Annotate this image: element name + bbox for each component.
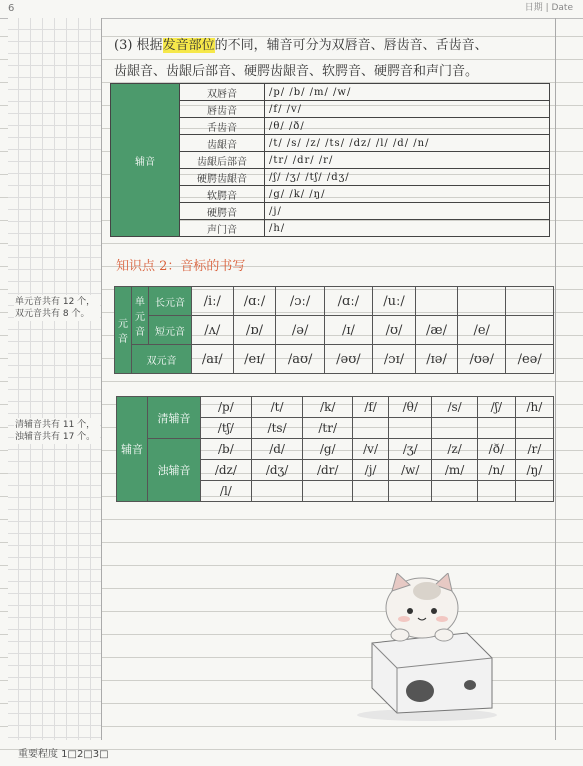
table-cell: /əʊ/ bbox=[324, 345, 372, 374]
section-title: 知识点 2：音标的书写 bbox=[116, 259, 246, 274]
table-cell: /e/ bbox=[458, 316, 506, 345]
voiced-label: 浊辅音 bbox=[148, 439, 201, 502]
consonant-symbols: /p/ /b/ /m/ /w/ bbox=[265, 84, 550, 101]
table-cell: /l/ bbox=[201, 481, 252, 502]
table-cell: /θ/ bbox=[389, 397, 432, 418]
consonant-symbols: /ʃ/ /ʒ/ /tʃ/ /dʒ/ bbox=[265, 169, 550, 186]
table-cell: /dz/ bbox=[201, 460, 252, 481]
table-cell: /aɪ/ bbox=[192, 345, 234, 374]
table-cell: /dr/ bbox=[303, 460, 353, 481]
table-cell: /uː/ bbox=[373, 287, 416, 316]
table-cell: /ə/ bbox=[276, 316, 324, 345]
table-cell: /ɑː/ bbox=[324, 287, 372, 316]
table-cell: /ɪə/ bbox=[416, 345, 458, 374]
table-cell bbox=[477, 481, 515, 502]
table-cell: /ʌ/ bbox=[192, 316, 234, 345]
table-cell: /g/ bbox=[303, 439, 353, 460]
consonant-group-label: 辅音 bbox=[117, 397, 148, 502]
table-cell: /eə/ bbox=[506, 345, 554, 374]
table-cell: /ð/ bbox=[477, 439, 515, 460]
short-label: 短元音 bbox=[149, 316, 192, 345]
table-cell: /r/ bbox=[515, 439, 553, 460]
table-cell: /tʃ/ bbox=[201, 418, 252, 439]
table-cell: /tr/ bbox=[303, 418, 353, 439]
table-cell: /k/ bbox=[303, 397, 353, 418]
consonant-voicing-table bbox=[116, 396, 554, 502]
table-cell: /aʊ/ bbox=[276, 345, 324, 374]
table-cell bbox=[515, 481, 553, 502]
table-cell bbox=[353, 418, 389, 439]
long-label: 长元音 bbox=[149, 287, 192, 316]
place-category: 唇齿音 bbox=[180, 101, 265, 118]
place-category: 舌齿音 bbox=[180, 118, 265, 135]
table-row bbox=[115, 316, 554, 345]
table-row bbox=[117, 397, 554, 418]
table-cell bbox=[477, 418, 515, 439]
place-category: 软腭音 bbox=[180, 186, 265, 203]
table-cell: /b/ bbox=[201, 439, 252, 460]
importance-rating: 重要程度 1□2□3□ bbox=[18, 749, 109, 760]
table-cell: /ɔɪ/ bbox=[373, 345, 416, 374]
highlighted-term: 发音部位 bbox=[162, 38, 215, 53]
table-cell bbox=[389, 418, 432, 439]
table-cell: /ʃ/ bbox=[477, 397, 515, 418]
table-row bbox=[115, 287, 554, 316]
table-cell: /f/ bbox=[353, 397, 389, 418]
place-category: 齿龈后部音 bbox=[180, 152, 265, 169]
table-cell: /æ/ bbox=[416, 316, 458, 345]
margin-note-consonants: 清辅音共有 11 个，浊辅音共有 17 个。 bbox=[14, 418, 100, 444]
consonant-group-label: 辅音 bbox=[111, 84, 180, 237]
table-cell: /ts/ bbox=[251, 418, 303, 439]
consonant-symbols: /f/ /v/ bbox=[265, 101, 550, 118]
table-cell bbox=[251, 481, 303, 502]
table-cell: /d/ bbox=[251, 439, 303, 460]
table-row bbox=[117, 439, 554, 460]
intro-line-1: (3) 根据发音部位的不同，辅音可分为双唇音、唇齿音、舌齿音、 bbox=[114, 38, 488, 53]
table-cell: /n/ bbox=[477, 460, 515, 481]
table-cell: /t/ bbox=[251, 397, 303, 418]
table-cell: /w/ bbox=[389, 460, 432, 481]
consonant-symbols: /j/ bbox=[265, 203, 550, 220]
table-cell: /ɑː/ bbox=[233, 287, 276, 316]
table-cell bbox=[389, 481, 432, 502]
place-category: 硬腭音 bbox=[180, 203, 265, 220]
table-cell bbox=[432, 481, 477, 502]
table-row bbox=[111, 84, 550, 101]
right-margin-line bbox=[555, 18, 556, 740]
table-cell: /ŋ/ bbox=[515, 460, 553, 481]
main-content bbox=[102, 18, 555, 740]
table-cell bbox=[353, 481, 389, 502]
table-row bbox=[115, 345, 554, 374]
consonant-symbols: /g/ /k/ /ŋ/ bbox=[265, 186, 550, 203]
place-category: 双唇音 bbox=[180, 84, 265, 101]
intro-line-2: 齿龈音、齿龈后部音、硬腭齿龈音、软腭音、硬腭音和声门音。 bbox=[114, 64, 479, 79]
table-cell: /ɪ/ bbox=[324, 316, 372, 345]
table-cell bbox=[416, 287, 458, 316]
table-cell: /ʊ/ bbox=[373, 316, 416, 345]
table-cell: /s/ bbox=[432, 397, 477, 418]
vowel-group-label: 元音 bbox=[115, 287, 132, 374]
table-cell bbox=[506, 287, 554, 316]
consonant-symbols: /h/ bbox=[265, 220, 550, 237]
consonant-symbols: /θ/ /ð/ bbox=[265, 118, 550, 135]
diph-label: 双元音 bbox=[132, 345, 192, 374]
table-cell: /j/ bbox=[353, 460, 389, 481]
cat-illustration bbox=[352, 573, 502, 723]
table-cell: /ʊə/ bbox=[458, 345, 506, 374]
table-cell: /dʒ/ bbox=[251, 460, 303, 481]
place-category: 声门音 bbox=[180, 220, 265, 237]
table-cell: /ɔː/ bbox=[276, 287, 324, 316]
table-cell: /ʒ/ bbox=[389, 439, 432, 460]
table-cell: /z/ bbox=[432, 439, 477, 460]
table-cell bbox=[515, 418, 553, 439]
voiceless-label: 清辅音 bbox=[148, 397, 201, 439]
table-cell: /eɪ/ bbox=[233, 345, 276, 374]
mono-label: 单元音 bbox=[132, 287, 149, 345]
place-category: 齿龈音 bbox=[180, 135, 265, 152]
table-cell: /v/ bbox=[353, 439, 389, 460]
table-cell bbox=[458, 287, 506, 316]
table-cell bbox=[303, 481, 353, 502]
consonant-symbols: /tr/ /dr/ /r/ bbox=[265, 152, 550, 169]
table-cell bbox=[432, 418, 477, 439]
table-cell: /p/ bbox=[201, 397, 252, 418]
table-cell: /ɒ/ bbox=[233, 316, 276, 345]
consonant-place-table bbox=[110, 83, 550, 237]
margin-note-vowels: 单元音共有 12 个，双元音共有 8 个。 bbox=[14, 295, 100, 321]
consonant-symbols: /t/ /s/ /z/ /ts/ /dz/ /l/ /d/ /n/ bbox=[265, 135, 550, 152]
table-cell: /iː/ bbox=[192, 287, 234, 316]
page-header bbox=[0, 0, 583, 19]
vowel-table bbox=[114, 286, 554, 374]
page-number: 6 bbox=[8, 3, 15, 14]
place-category: 硬腭齿龈音 bbox=[180, 169, 265, 186]
table-cell bbox=[506, 316, 554, 345]
table-cell: /m/ bbox=[432, 460, 477, 481]
table-cell: /h/ bbox=[515, 397, 553, 418]
margin-column bbox=[8, 18, 102, 740]
date-label: 日期 | Date bbox=[524, 3, 573, 13]
